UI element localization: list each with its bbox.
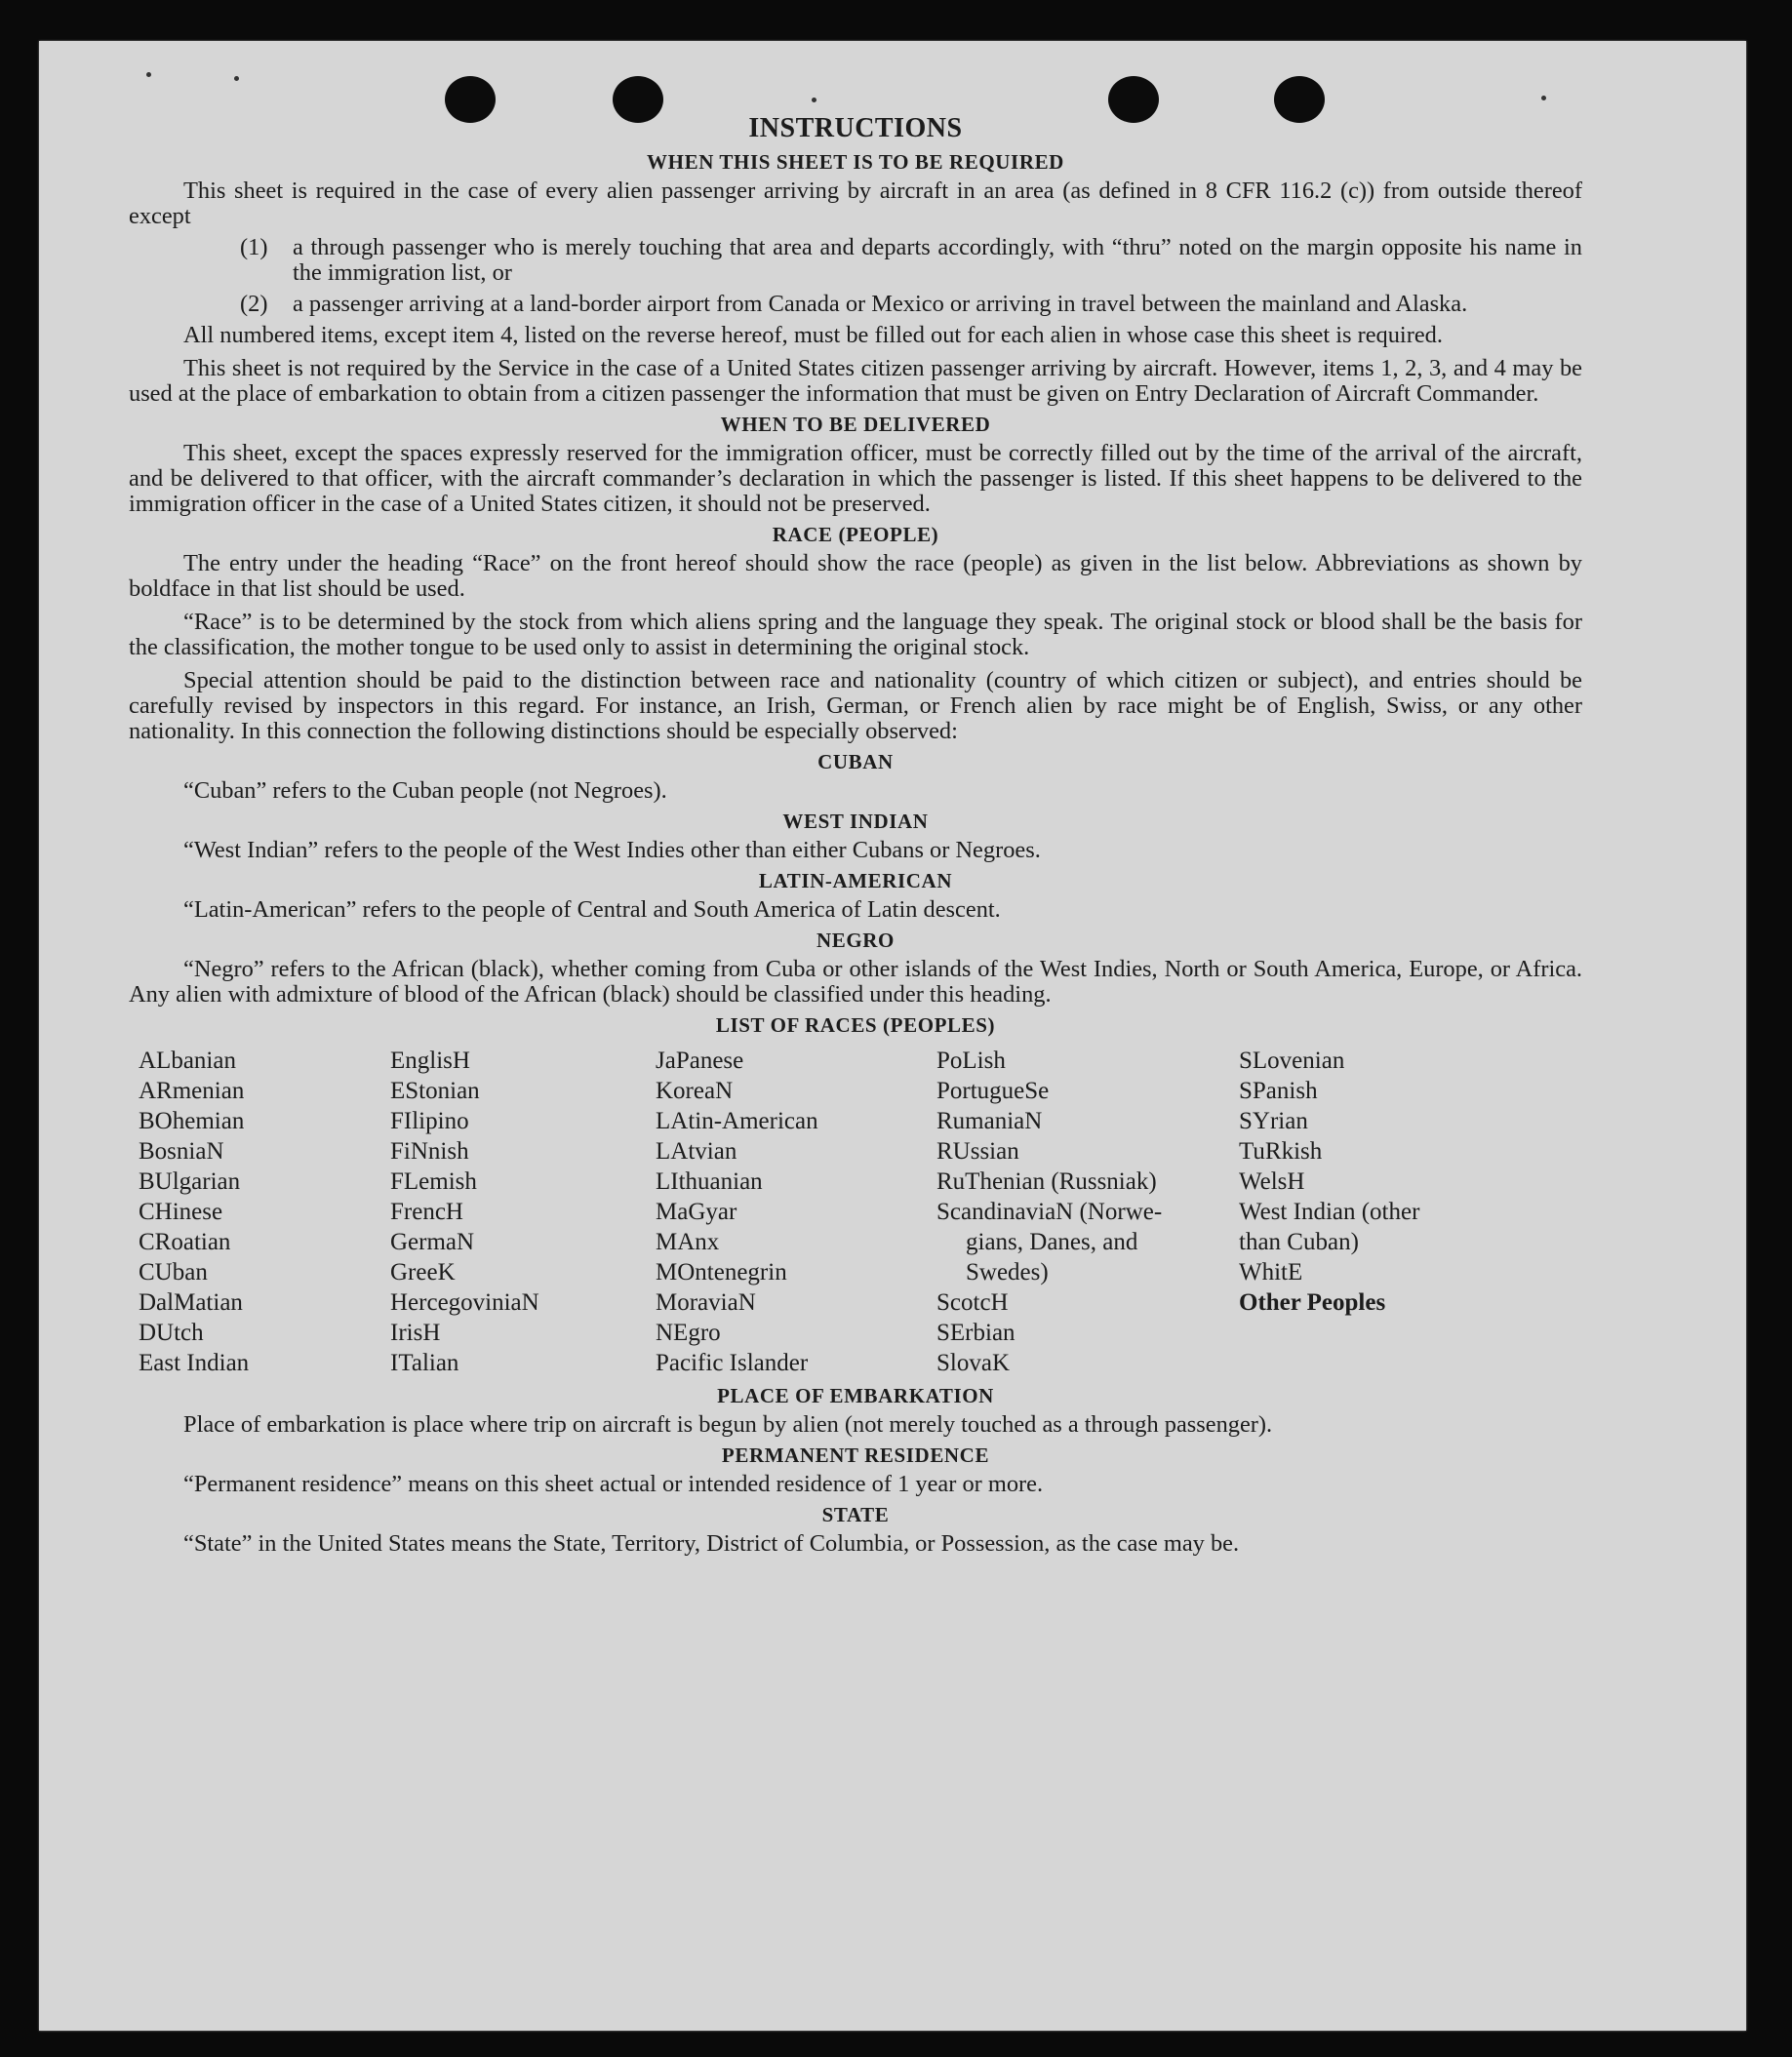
race-item: FLemish (390, 1168, 477, 1195)
heading-when-delivered: WHEN TO BE DELIVERED (720, 413, 991, 436)
race-item: East Indian (139, 1350, 250, 1376)
race-item: ITalian (390, 1350, 459, 1376)
page-title: INSTRUCTIONS (748, 113, 963, 143)
race-item: LAtin-American (656, 1108, 818, 1134)
speck (812, 98, 816, 102)
instructions-body (129, 109, 1582, 1557)
race-list (129, 1046, 1582, 1378)
speck (1541, 96, 1546, 100)
race-item: RuThenian (Russniak) (936, 1168, 1157, 1195)
latin-american-text: “Latin-American” refers to the people of Central and South America of Latin descent. (183, 896, 1001, 923)
race-item: GreeK (390, 1259, 456, 1286)
race-item: SYrian (1239, 1108, 1308, 1134)
race-column (139, 1046, 390, 1378)
heading-negro: NEGRO (816, 929, 895, 952)
heading-cuban: CUBAN (817, 750, 894, 773)
speck (146, 72, 151, 77)
exception-text: a passenger arriving at a land-border airport from Canada or Mexico or arriving in travel between the mainland and Alaska. (293, 291, 1468, 317)
heading-when-required: WHEN THIS SHEET IS TO BE REQUIRED (647, 150, 1064, 174)
state-text: “State” in the United States means the State, Territory, District of Columbia, or Possession, as the case may be. (183, 1530, 1240, 1557)
race-item: ScotcH (936, 1289, 1009, 1316)
race-item: ALbanian (139, 1048, 236, 1074)
speck (234, 76, 239, 81)
citizen-paragraph: This sheet is not required by the Service in the case of a United States citizen passenger arriving by aircraft. However, items 1, 2, 3, and 4 may be used at the place of embarkation to obtain from a citizen passenger the information that must be given on Entry Declaration of Aircraft Commander. (129, 355, 1582, 407)
heading-latin-american: LATIN-AMERICAN (758, 869, 953, 892)
heading-state: STATE (821, 1503, 890, 1526)
race-item: ScandinaviaN (Norwe- (936, 1199, 1163, 1225)
race-item: RumaniaN (936, 1108, 1043, 1134)
race-item: CHinese (139, 1199, 223, 1225)
race-column (936, 1046, 1239, 1378)
race-paragraph-3: Special attention should be paid to the distinction between race and nationality (country of which citizen or subject), and entries should be carefully revised by inspectors in this regard. For instance, an Irish, German, or French alien by race might be of English, Swiss, or any other nationality. In this connection the following distinctions should be especially observed: (129, 667, 1582, 744)
race-item: LIthuanian (656, 1168, 763, 1195)
heading-race: RACE (PEOPLE) (772, 523, 939, 546)
race-item: PortugueSe (936, 1078, 1050, 1104)
race-item: RUssian (936, 1138, 1019, 1165)
when-delivered-text: This sheet, except the spaces expressly reserved for the immigration officer, must be correctly filled out by the time of the arrival of the aircraft, and be delivered to that officer, with the aircraft commander’s declaration in which the passenger is listed. If this sheet happens to be delivered to the immigration officer in the case of a United States citizen, it should not be preserved. (129, 440, 1582, 517)
race-item: BUlgarian (139, 1168, 241, 1195)
race-item: HercegoviniaN (390, 1289, 539, 1316)
race-paragraph-2: “Race” is to be determined by the stock from which aliens spring and the language they speak. The original stock or blood shall be the basis for the classification, the mother tongue to be used only to assist in determining the original stock. (129, 609, 1582, 660)
race-item: PoLish (936, 1048, 1006, 1074)
document-page (39, 41, 1746, 2031)
race-item: SErbian (936, 1320, 1015, 1346)
exception-number: (1) (240, 234, 268, 260)
exception-number: (2) (240, 291, 268, 317)
race-item: DalMatian (139, 1289, 243, 1316)
cuban-text: “Cuban” refers to the Cuban people (not Negroes). (183, 777, 667, 804)
race-item: CRoatian (139, 1229, 231, 1255)
negro-text: “Negro” refers to the African (black), whether coming from Cuba or other islands of the West Indies, North or South America, Europe, or Africa. Any alien with admixture of blood of the African (black) should be classified under this heading. (129, 956, 1582, 1008)
race-item: MoraviaN (656, 1289, 756, 1316)
race-item: FIlipino (390, 1108, 469, 1134)
race-column (390, 1046, 656, 1378)
race-item: Other Peoples (1239, 1289, 1386, 1316)
race-item: TuRkish (1239, 1138, 1323, 1165)
race-item: WelsH (1239, 1168, 1305, 1195)
race-item: SlovaK (936, 1350, 1010, 1376)
race-item: BosniaN (139, 1138, 224, 1165)
race-paragraph-1: The entry under the heading “Race” on the front hereof should show the race (people) as given in the list below. Abbreviations as shown by boldface in that list should be used. (129, 550, 1582, 602)
race-item: Swedes) (966, 1259, 1049, 1286)
heading-list-of-races: LIST OF RACES (PEOPLES) (715, 1013, 996, 1037)
race-item: KoreaN (656, 1078, 734, 1104)
exception-item (129, 292, 1582, 317)
race-item: EStonian (390, 1078, 480, 1104)
race-item: MAnx (656, 1229, 720, 1255)
permanent-residence-text: “Permanent residence” means on this sheet actual or intended residence of 1 year or more. (183, 1471, 1044, 1497)
exception-item (129, 235, 1582, 286)
heading-embarkation: PLACE OF EMBARKATION (717, 1384, 994, 1407)
west-indian-text: “West Indian” refers to the people of the West Indies other than either Cubans or Negroes. (183, 837, 1041, 863)
race-item: JaPanese (656, 1048, 744, 1074)
heading-west-indian: WEST INDIAN (782, 810, 929, 833)
exception-text: a through passenger who is merely touching that area and departs accordingly, with “thru” noted on the margin opposite his name in the immigration list, or (293, 234, 1582, 286)
race-column (656, 1046, 936, 1378)
race-item: EnglisH (390, 1048, 470, 1074)
race-item: MOntenegrin (656, 1259, 787, 1286)
embarkation-text: Place of embarkation is place where trip on aircraft is begun by alien (not merely touched as a through passenger). (183, 1411, 1273, 1438)
race-item: Pacific Islander (656, 1350, 809, 1376)
race-item: FrencH (390, 1199, 463, 1225)
race-item: DUtch (139, 1320, 204, 1346)
race-item: GermaN (390, 1229, 475, 1255)
race-item: gians, Danes, and (966, 1229, 1138, 1255)
race-item: MaGyar (656, 1199, 737, 1225)
race-item: WhitE (1239, 1259, 1303, 1286)
race-column (1239, 1046, 1493, 1378)
race-item: NEgro (656, 1320, 721, 1346)
race-item: IrisH (390, 1320, 441, 1346)
race-item: FiNnish (390, 1138, 469, 1165)
race-item: LAtvian (656, 1138, 737, 1165)
race-item: BOhemian (139, 1108, 245, 1134)
numbered-items-paragraph: All numbered items, except item 4, listed on the reverse hereof, must be filled out for each alien in whose case this sheet is required. (183, 322, 1443, 348)
race-item: ARmenian (139, 1078, 245, 1104)
when-required-intro: This sheet is required in the case of every alien passenger arriving by aircraft in an area (as defined in 8 CFR 116.2 (c)) from outside thereof except (129, 178, 1582, 229)
race-item: CUban (139, 1259, 208, 1286)
race-item: than Cuban) (1239, 1229, 1359, 1255)
race-item: SPanish (1239, 1078, 1318, 1104)
heading-permanent-residence: PERMANENT RESIDENCE (721, 1444, 990, 1467)
race-item: West Indian (other (1239, 1199, 1420, 1225)
race-item: SLovenian (1239, 1048, 1345, 1074)
